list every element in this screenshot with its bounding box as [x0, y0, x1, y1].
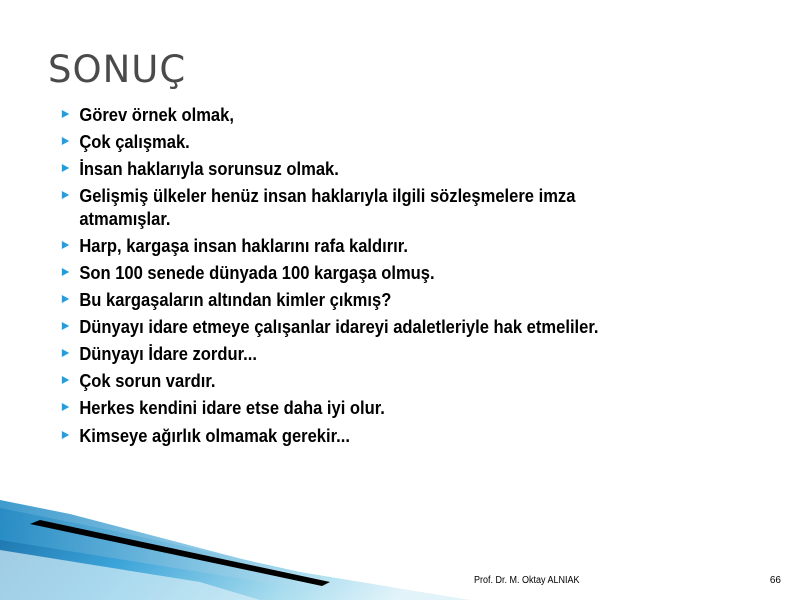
bullet-item	[60, 425, 649, 448]
triangle-arrow-icon	[60, 429, 71, 441]
bullet-text: Çok sorun vardır.	[79, 371, 216, 392]
triangle-arrow-icon	[60, 320, 71, 332]
footer-page-number: 66	[769, 575, 781, 586]
bullet-item	[60, 158, 649, 181]
bullet-text: Çok çalışmak.	[79, 132, 190, 153]
decorative-swoosh	[0, 500, 470, 600]
triangle-arrow-icon	[60, 266, 71, 278]
bullet-item	[60, 370, 649, 393]
triangle-arrow-icon	[60, 239, 71, 251]
bullet-item	[60, 343, 649, 366]
bullet-item	[60, 104, 649, 127]
bullet-text: Bu kargaşaların altından kimler çıkmış?	[79, 290, 392, 311]
bullet-text: Dünyayı idare etmeye çalışanlar idareyi adaletleriyle hak etmeliler.	[79, 317, 599, 338]
bullet-item	[60, 397, 649, 420]
bullet-text: İnsan haklarıyla sorunsuz olmak.	[79, 159, 339, 180]
slide-title: SONUÇ	[48, 48, 187, 91]
bullet-text: Kimseye ağırlık olmamak gerekir...	[79, 425, 350, 446]
triangle-arrow-icon	[60, 347, 71, 359]
bullet-item	[60, 131, 649, 154]
triangle-arrow-icon	[60, 162, 71, 174]
triangle-arrow-icon	[60, 293, 71, 305]
triangle-arrow-icon	[60, 108, 71, 120]
footer-author: Prof. Dr. M. Oktay ALNIAK	[474, 575, 580, 586]
bullet-item	[60, 289, 649, 312]
bullet-text: Son 100 senede dünyada 100 kargaşa olmuş.	[79, 262, 435, 283]
triangle-arrow-icon	[60, 135, 71, 147]
bullet-text: Dünyayı İdare zordur...	[79, 344, 257, 365]
bullet-text: Harp, kargaşa insan haklarını rafa kaldırır.	[79, 235, 408, 256]
bullet-text: Gelişmiş ülkeler henüz insan haklarıyla ilgili sözleşmelere imza atmamışlar.	[79, 186, 576, 229]
triangle-arrow-icon	[60, 401, 71, 413]
bullet-list	[60, 104, 700, 452]
triangle-arrow-icon	[60, 189, 71, 201]
bullet-item	[60, 235, 649, 258]
bullet-item	[60, 316, 649, 339]
bullet-text: Herkes kendini idare etse daha iyi olur.	[79, 398, 385, 419]
triangle-arrow-icon	[60, 374, 71, 386]
bullet-item	[60, 185, 649, 230]
bullet-text: Görev örnek olmak,	[79, 105, 234, 125]
bullet-item	[60, 262, 649, 285]
